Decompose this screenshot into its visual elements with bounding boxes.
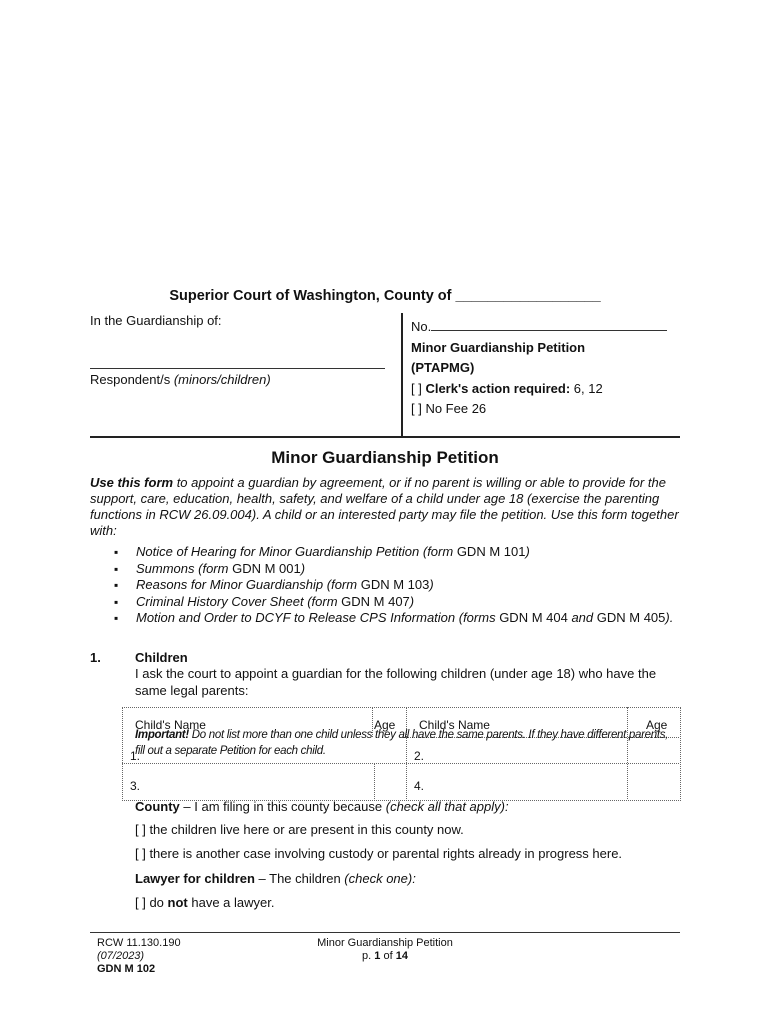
child-row-4[interactable]: 4. <box>414 779 425 793</box>
intro-text: to appoint a guardian by agreement, or if no parent is willing or able to provide for the support, care, education, health, safety, and welfare of a child under age 18 (exercise the parenting functions in RCW 26.09.004). A child or an interested party may file the petition. Use this form together with: <box>90 475 679 538</box>
footer-page: p. 1 of 14 <box>362 950 408 962</box>
footer-title: Minor Guardianship Petition <box>317 937 453 949</box>
col-header-name: Child's Name <box>135 718 206 732</box>
note-text: Do not list more than one child unless they all have the same parents. If they have different parents, fill out a separate Petition for each child. <box>135 729 669 757</box>
intro-paragraph <box>90 475 680 539</box>
note-bold: Important! <box>135 729 189 741</box>
lawyer-checkbox[interactable]: [ ] do <box>135 895 168 910</box>
table-row-divider <box>122 763 679 764</box>
section-title: Children <box>135 650 188 665</box>
list-item: ▪ Motion and Order to DCYF to Release CPS Information (forms GDN M 404 and GDN M 405). <box>112 610 682 627</box>
child-row-2[interactable]: 2. <box>414 749 425 763</box>
section-number: 1. <box>90 650 101 665</box>
child-row-3[interactable]: 3. <box>130 779 141 793</box>
table-col-divider <box>374 763 375 799</box>
clerk-action-label: Clerk's action required: <box>425 380 571 396</box>
caption-bottom-rule <box>90 436 680 438</box>
case-number-line[interactable] <box>431 317 667 331</box>
footer-date: (07/2023) <box>97 950 145 962</box>
col-header-age: Age <box>646 718 668 732</box>
col-header-age: Age <box>374 718 396 732</box>
lawyer-label: Lawyer for children <box>135 871 255 886</box>
lawyer-option-none[interactable] <box>135 895 274 911</box>
clerk-action-checkbox[interactable] <box>411 379 681 400</box>
page-title: Minor Guardianship Petition <box>271 448 499 467</box>
lawyer-text: – The children <box>254 871 345 886</box>
county-heading <box>135 799 509 815</box>
respondent-name-line[interactable] <box>90 368 385 369</box>
footer-code: GDN M 102 <box>97 963 156 975</box>
clerk-checkbox[interactable]: [ ] <box>411 380 426 396</box>
caption-divider <box>401 313 403 437</box>
form-title-line-1: Minor Guardianship Petition <box>411 339 586 355</box>
list-item: ▪ Criminal History Cover Sheet (form GDN M 407) <box>112 594 682 611</box>
lawyer-heading <box>135 871 416 887</box>
child-row-1[interactable]: 1. <box>130 749 141 763</box>
respondent-text: Respondent/s <box>90 372 174 387</box>
county-text: – I am filing in this county because <box>179 799 386 814</box>
county-option-other-case[interactable]: [ ] there is another case involving custody or parental rights already in progress here. <box>135 846 623 861</box>
intro-lead: Use this form <box>90 475 174 490</box>
list-item: ▪ Summons (form GDN M 001) <box>112 561 682 578</box>
county-option-live-here[interactable]: [ ] the children live here or are present in this county now. <box>135 822 464 837</box>
court-heading: Superior Court of Washington, County of __________________ <box>169 288 601 304</box>
lawyer-instruction: (check one): <box>344 871 416 886</box>
section-body: I ask the court to appoint a guardian for the following children (under age 18) who have the same legal parents: <box>135 666 657 698</box>
case-number-field[interactable] <box>411 317 681 338</box>
county-instruction: (check all that apply): <box>385 799 509 814</box>
list-item: ▪ Reasons for Minor Guardianship (form GDN M 103) <box>112 577 682 594</box>
clerk-action-value: 6, 12 <box>570 380 603 396</box>
lawyer-not: not <box>167 895 188 910</box>
form-title-line-2: (PTAPMG) <box>411 360 475 375</box>
respondent-label <box>90 372 271 387</box>
lawyer-option-text: have a lawyer. <box>187 895 275 910</box>
guardianship-label: In the Guardianship of: <box>90 313 222 328</box>
footer-rcw: RCW 11.130.190 <box>97 937 181 949</box>
respondent-italic: (minors/children) <box>173 372 271 387</box>
table-important-note <box>135 727 675 759</box>
county-label: County <box>135 799 180 814</box>
no-fee-checkbox[interactable]: [ ] No Fee 26 <box>411 401 487 416</box>
footer-center <box>0 937 770 963</box>
col-header-name: Child's Name <box>419 718 490 732</box>
case-info <box>411 317 681 420</box>
list-item: ▪ Notice of Hearing for Minor Guardianship Petition (form GDN M 101) <box>112 544 682 561</box>
case-number-label: No. <box>411 319 432 334</box>
footer-rule <box>90 932 680 933</box>
related-forms-list <box>112 544 682 627</box>
